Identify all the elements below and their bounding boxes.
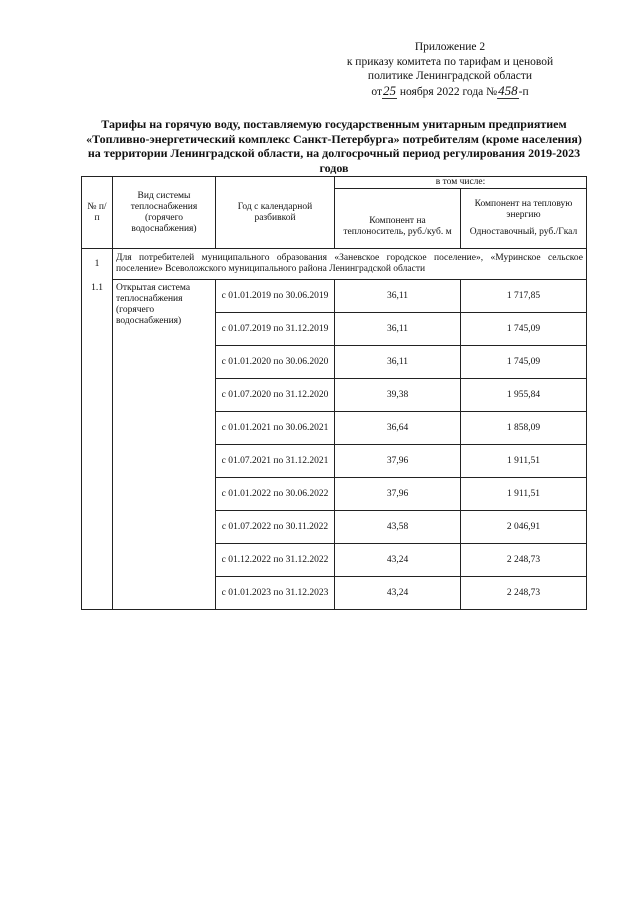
date-rest: ноября 2022 года № (399, 85, 498, 98)
heat-carrier-value: 36,64 (335, 412, 461, 445)
heat-carrier-value: 36,11 (335, 280, 461, 313)
period-cell: с 01.01.2020 по 30.06.2020 (216, 346, 335, 379)
heat-energy-value: 1 717,85 (461, 280, 587, 313)
heat-carrier-value: 43,24 (335, 544, 461, 577)
heat-energy-value: 1 955,84 (461, 379, 587, 412)
heat-energy-value: 2 046,91 (461, 511, 587, 544)
item-number: 1.1 (82, 280, 113, 610)
header-heat-energy (461, 189, 587, 249)
heat-energy-value: 2 248,73 (461, 577, 587, 610)
appendix-label: Приложение 2 (414, 41, 486, 53)
header-including: в том числе: (335, 177, 587, 189)
period-cell: с 01.01.2022 по 30.06.2022 (216, 478, 335, 511)
header-system-type: Вид системы теплоснабжения (горячего водоснабжения) (113, 177, 216, 249)
header-number: № п/п (82, 177, 113, 249)
appendix-header (315, 40, 585, 99)
appendix-authority: политике Ленинградской области (367, 70, 533, 82)
title-line-4: годов (319, 160, 349, 175)
period-cell: с 01.07.2020 по 31.12.2020 (216, 379, 335, 412)
date-prefix: от (371, 85, 382, 98)
heat-carrier-value: 43,24 (335, 577, 461, 610)
period-cell: с 01.01.2021 по 30.06.2021 (216, 412, 335, 445)
period-cell: с 01.01.2019 по 30.06.2019 (216, 280, 335, 313)
heat-energy-value: 2 248,73 (461, 544, 587, 577)
heat-carrier-value: 36,11 (335, 313, 461, 346)
header-heat-carrier: Компонент на теплоноситель, руб./куб. м (335, 189, 461, 249)
item-system-type: Открытая система теплоснабжения (горячего водоснабжения) (113, 280, 216, 610)
period-cell: с 01.01.2023 по 31.12.2023 (216, 577, 335, 610)
group-row (82, 249, 587, 280)
header-heat-energy-unit: Одноставочный, руб./Гкал (469, 227, 578, 237)
title-line-1: Тарифы на горячую воду, поставляемую государственным унитарным предприятием (101, 117, 567, 131)
heat-energy-value: 1 745,09 (461, 313, 587, 346)
header-period: Год с календарной разбивкой (216, 177, 335, 249)
heat-energy-value: 1 745,09 (461, 346, 587, 379)
period-cell: с 01.07.2019 по 31.12.2019 (216, 313, 335, 346)
heat-energy-value: 1 858,09 (461, 412, 587, 445)
tariffs-table (81, 176, 587, 610)
heat-carrier-value: 43,58 (335, 511, 461, 544)
table-row (82, 280, 587, 313)
period-cell: с 01.12.2022 по 31.12.2022 (216, 544, 335, 577)
heat-carrier-value: 36,11 (335, 346, 461, 379)
group-description: Для потребителей муниципального образования «Заневское городское поселение», «Муринское сельское поселение» Всеволожского муниципального района Ленинградской области (113, 249, 587, 280)
heat-energy-value: 1 911,51 (461, 478, 587, 511)
period-cell: с 01.07.2022 по 30.11.2022 (216, 511, 335, 544)
heat-carrier-value: 37,96 (335, 478, 461, 511)
title-line-3: на территории Ленинградской области, на долгосрочный период регулирования 2019-2023 (87, 146, 581, 160)
order-suffix: -п (518, 85, 529, 98)
header-heat-energy-label: Компонент на тепловую энергию (474, 199, 573, 220)
period-cell: с 01.07.2021 по 31.12.2021 (216, 445, 335, 478)
title-line-2: «Топливно-энергетический комплекс Санкт-Петербурга» потребителям (кроме населения) (86, 131, 582, 146)
appendix-date-line (315, 84, 585, 100)
heat-energy-value: 1 911,51 (461, 445, 587, 478)
handwritten-order-number: 458 (498, 82, 518, 98)
document-title (80, 117, 588, 175)
heat-carrier-value: 39,38 (335, 379, 461, 412)
heat-carrier-value: 37,96 (335, 445, 461, 478)
appendix-order-ref: к приказу комитета по тарифам и ценовой (346, 55, 554, 68)
group-number: 1 (82, 249, 113, 280)
handwritten-day: 25 (382, 82, 396, 98)
